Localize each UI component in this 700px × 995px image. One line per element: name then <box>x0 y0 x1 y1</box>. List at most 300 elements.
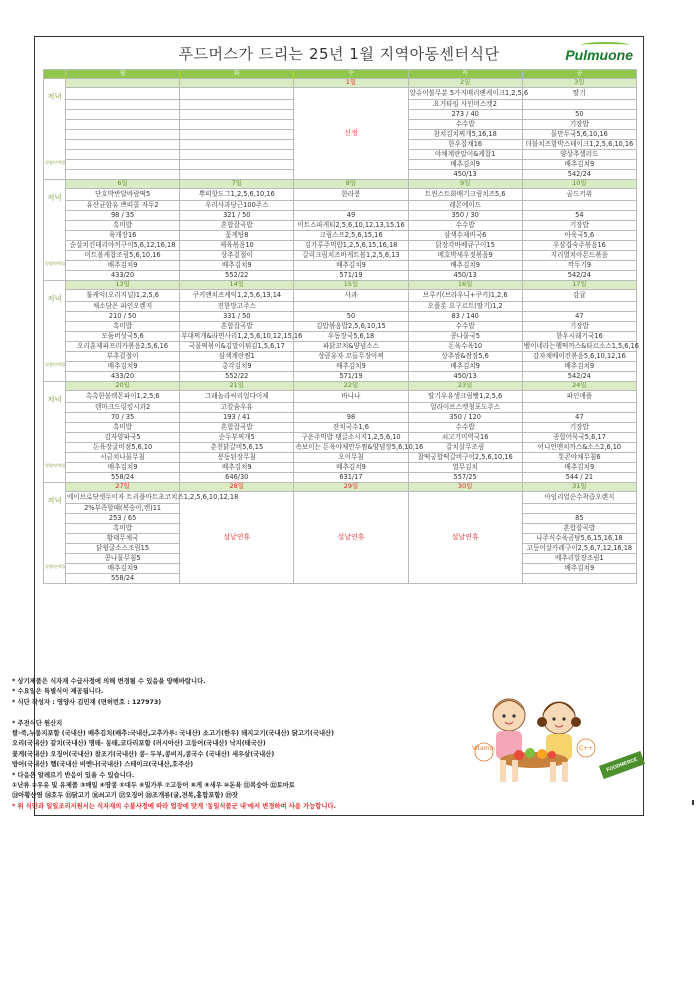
meal-row <box>44 271 637 281</box>
day-fri: 금 <box>522 70 636 79</box>
meal-item: 기장밥 <box>522 322 636 332</box>
snack-item: 요거타임 사인머스캣2 <box>408 100 522 110</box>
note-line: 방어(국내산) 햄(국내산 비엔나(국내산) 스테이크(국내산,호주산) <box>12 761 194 769</box>
meal-item: 상큼유자 꼬들무장아찌 <box>294 352 408 362</box>
meal-item: 열무김치 <box>408 463 522 473</box>
meal-row <box>44 352 637 362</box>
snack-item: 단호박반달바람떡5 <box>66 189 180 201</box>
meal-item <box>180 130 294 140</box>
meal-label-cell <box>44 382 66 483</box>
vitamin-c-label: C++ <box>579 745 594 752</box>
meal-item: 배추김치9 <box>66 463 180 473</box>
note-line: 꽃게(국내산) 오징어(국내산) 참조기(국내산) 콩- 두부,콩비지,콩국수 (국내산) 새우살(국내산) <box>12 750 275 758</box>
meal-item: 황태무채국 <box>66 534 180 544</box>
snack-row <box>44 413 637 423</box>
snack-item: 레몬에이드 <box>408 201 522 211</box>
vitamin-label: Vitamin <box>472 745 495 752</box>
date-cell: 17일 <box>522 281 636 290</box>
meal-item: 파닭꼬치&양념소스 <box>294 342 408 352</box>
meal-item: 양상추샐러드 <box>522 150 636 160</box>
date-cell <box>180 79 294 88</box>
meal-item: 기장밥 <box>522 120 636 130</box>
snack-item: 알슈이볼무분 5가지베리팬케이크1,2,5,6 <box>408 88 522 100</box>
meal-item: 나주식수육곰탕5,6,15,16,18 <box>522 534 636 544</box>
snack-item: 85 <box>522 514 636 524</box>
snack-item <box>522 403 636 413</box>
date-cell: 14일 <box>180 281 294 290</box>
meal-item: 닭장각바베큐구이15 <box>408 241 522 251</box>
meal-item: 558/24 <box>66 473 180 483</box>
meal-row <box>44 251 637 261</box>
snack-row <box>44 201 637 211</box>
meal-row <box>44 221 637 231</box>
meal-item: 아욱국5,6 <box>522 231 636 241</box>
meal-item: 배추김치9 <box>522 362 636 372</box>
meal-item <box>66 160 180 170</box>
meal-item: 크림스프2,5,6,15,16 <box>294 231 408 241</box>
date-row <box>44 483 637 492</box>
snack-item: 덴마크드링킹시과2 <box>66 403 180 413</box>
day-header-row <box>44 70 637 79</box>
note-line: * 상기제품은 식자재 수급사정에 의해 변경될 수 있음을 양해바랍니다. <box>12 678 206 685</box>
snack-item <box>66 110 180 120</box>
snack-item: 한라봉 <box>294 189 408 201</box>
snack-item: 채소담은 파인오렌지 <box>66 302 180 312</box>
meal-item: 혼합잡곡밥 <box>180 423 294 433</box>
meal-row <box>44 372 637 382</box>
meal-item: 찰떡궁합떡갈비구이2,5,6,10,16 <box>408 453 522 463</box>
meal-item: 552/22 <box>180 372 294 382</box>
meal-item: 꽃게탕8 <box>180 231 294 241</box>
snack-row <box>44 211 637 221</box>
meal-item: 기장밥 <box>522 423 636 433</box>
meal-item <box>66 120 180 130</box>
date-cell: 23일 <box>408 382 522 391</box>
page-title: 푸드머스가 드리는 25년 1월 지역아동센터식단 <box>178 45 500 63</box>
meal-item: 배추김치9 <box>294 463 408 473</box>
meal-item: 상추쌈&쌈장5,6 <box>408 352 522 362</box>
snack-item <box>522 302 636 312</box>
snack-item: 유산균함유 쁘띠콜 자두2 <box>66 201 180 211</box>
date-cell: 29일 <box>294 483 408 492</box>
meal-item: 돈육장굴비점5,6,10 <box>66 443 180 453</box>
meal-item: 구운주먹밥 탱글소시지1,2,5,6,10 <box>294 433 408 443</box>
snack-row <box>44 492 637 504</box>
pulmuone-logo: Pulmuone <box>565 47 633 63</box>
meal-item: 배추김치9 <box>522 160 636 170</box>
meal-item: 433/20 <box>66 372 180 382</box>
meal-item: 흑미밥 <box>66 423 180 433</box>
note-line: * 주전식단 원산지 <box>12 719 63 727</box>
meal-item: 배추김치9 <box>408 160 522 170</box>
meal-item: 오리훈제파프리카볶음2,5,6,16 <box>66 342 180 352</box>
snack-item: 54 <box>522 211 636 221</box>
foodmerce-tag: FOODMERCE <box>599 751 645 779</box>
snack-item: 210 / 50 <box>66 312 180 322</box>
snack-item: 파인애플 <box>522 391 636 403</box>
meal-item: 콩나물무침5 <box>66 554 180 564</box>
snack-item: 2%부족할때(복숭아,캔)11 <box>66 504 180 514</box>
date-row <box>44 180 637 189</box>
snack-item: 273 / 40 <box>408 110 522 120</box>
date-cell: 8일 <box>294 180 408 189</box>
meal-item: 544 / 21 <box>522 473 636 483</box>
meal-item: 메추리알장조림1 <box>522 554 636 564</box>
nutrition-label: 열량/단백질 <box>45 361 66 367</box>
meal-item: 오이무침 <box>294 453 408 463</box>
kids-with-vegetables-icon <box>464 680 604 790</box>
note-line: * 위 식단과 일일조리지원서는 식자재의 수불사정에 따라 업장에 맞게 '동일식품군 내'에서 변경하여 사용 가능합니다. <box>12 802 336 810</box>
meal-item: 수수밥 <box>408 423 522 433</box>
meal-item: 삼색수제비국6 <box>408 231 522 241</box>
snack-item: 321 / 50 <box>180 211 294 221</box>
meal-item: 542/24 <box>522 372 636 382</box>
meal-item: 부추겉절이 <box>66 352 180 362</box>
snack-item: 193 / 41 <box>180 413 294 423</box>
label-spacer <box>45 202 64 262</box>
meal-item: 삼색계란찜1 <box>180 352 294 362</box>
meal-item: 쇠고기미역국16 <box>408 433 522 443</box>
meal-item: 수수밥 <box>408 322 522 332</box>
date-cell: 10일 <box>522 180 636 189</box>
meal-row <box>44 261 637 271</box>
nutrition-label: 열량/단백질 <box>45 462 66 468</box>
meal-item: 순살치킨데리야끼구이5,6,12,16,18 <box>66 241 180 251</box>
snack-item: 그래놀라씨리얼다이제 <box>180 391 294 403</box>
meal-item: 배추김치9 <box>294 362 408 372</box>
snack-item: 47 <box>522 312 636 322</box>
snack-item: 딸기우유생크림빵1,2,5,6 <box>408 391 522 403</box>
snack-item <box>180 100 294 110</box>
meal-item <box>180 150 294 160</box>
meal-item: 450/13 <box>408 372 522 382</box>
meal-label-cell <box>44 180 66 281</box>
meal-item: 닭윙굴소스조림15 <box>66 544 180 554</box>
scan-mark <box>692 800 694 805</box>
date-cell: 20일 <box>66 382 180 391</box>
date-cell: 22일 <box>294 382 408 391</box>
day-tue: 화 <box>180 70 294 79</box>
label-spacer <box>45 303 64 363</box>
meal-item: 톳콘야채무침6 <box>522 453 636 463</box>
day-mon: 월 <box>66 70 180 79</box>
meal-item <box>180 140 294 150</box>
meal-item: 미트스파게티2,5,6,10,12,13,15,16 <box>294 221 408 231</box>
meal-item: 수수밥 <box>408 221 522 231</box>
meal-label-cell <box>44 79 66 180</box>
snack-item: 오플롯 요구르트(딸기)1,2 <box>408 302 522 312</box>
meal-item: 지리멸치아몬드볶음 <box>522 251 636 261</box>
date-cell: 24일 <box>522 382 636 391</box>
meal-item: 552/22 <box>180 271 294 281</box>
corner-cell <box>44 70 66 79</box>
snack-item: 쿠키앤치즈케익1,2,5,6,13,14 <box>180 290 294 302</box>
meal-item: 우동장국5,6,18 <box>294 332 408 342</box>
meal-item: 순두부찌개5 <box>180 433 294 443</box>
meal-item: 어니언맨치까스&소스2,6,10 <box>522 443 636 453</box>
date-cell: 7일 <box>180 180 294 189</box>
note-line <box>12 708 442 718</box>
snack-item: 고칼슘우유 <box>180 403 294 413</box>
meal-item: 배추김치9 <box>66 261 180 271</box>
meal-item: 김밥볶음밥2,5,6,10,15 <box>294 322 408 332</box>
snack-item <box>66 100 180 110</box>
meal-item: 혼합잡곡밥 <box>180 322 294 332</box>
meal-item <box>180 160 294 170</box>
meal-item: 돈육수육10 <box>408 342 522 352</box>
snack-item <box>294 201 408 211</box>
snack-item <box>66 88 180 100</box>
meal-item: 흑미밥 <box>66 221 180 231</box>
meal-label: 저녁 <box>47 394 62 404</box>
meal-item <box>66 140 180 150</box>
snack-row <box>44 88 637 100</box>
date-cell: 1일 <box>294 79 408 88</box>
meal-item: 감자양파국5 <box>66 433 180 443</box>
meal-item: 배추김치9 <box>522 564 636 574</box>
snack-item: 49 <box>294 211 408 221</box>
meal-item: 잔치국수1,6 <box>294 423 408 433</box>
meal-item: 깍두기9 <box>522 261 636 271</box>
meal-item <box>66 150 180 160</box>
label-spacer <box>45 404 64 464</box>
meal-item: 542/24 <box>522 170 636 180</box>
meal-item: 542/24 <box>522 271 636 281</box>
date-cell: 21일 <box>180 382 294 391</box>
date-row <box>44 79 637 88</box>
meal-item: 571/19 <box>294 372 408 382</box>
meal-row <box>44 342 637 352</box>
nutrition-label: 열량/단백질 <box>45 260 66 266</box>
snack-item: 50 <box>294 312 408 322</box>
snack-row <box>44 290 637 302</box>
meal-item: 배추김치9 <box>408 362 522 372</box>
meal-row <box>44 362 637 372</box>
meal-item: 433/20 <box>66 271 180 281</box>
date-cell: 27일 <box>66 483 180 492</box>
meal-item <box>66 130 180 140</box>
meal-item: 물만두국5,6,10,16 <box>522 130 636 140</box>
meal-item: 수수밥 <box>408 120 522 130</box>
meal-item: 제육볶음10 <box>180 241 294 251</box>
snack-item: 뿌띠핫도그1,2,5,6,10,16 <box>180 189 294 201</box>
label-spacer <box>45 101 64 161</box>
meal-item: 571/19 <box>294 271 408 281</box>
nutrition-label: 열량/단백질 <box>45 563 66 569</box>
meal-item: 한우시래기국16 <box>522 332 636 342</box>
menu-table <box>43 69 637 584</box>
meal-item: 혼합잡곡밥 <box>522 524 636 534</box>
snack-item <box>294 403 408 413</box>
meal-row <box>44 473 637 483</box>
snack-item: 브루키(브라우니+쿠키)1,2,6 <box>408 290 522 302</box>
meal-item <box>522 574 636 584</box>
meal-item: 450/13 <box>408 271 522 281</box>
meal-row <box>44 443 637 453</box>
meal-label: 저녁 <box>47 293 62 303</box>
meal-item: 속보이는 돈육야채만두찜&양념장5,6,10,16 <box>295 442 424 451</box>
snack-row <box>44 403 637 413</box>
meal-item: 갈치살무조림 <box>408 443 522 453</box>
snack-item: 98 <box>294 413 408 423</box>
meal-item: 콩나물국5 <box>408 332 522 342</box>
snack-item: 트윈스트화배기크림치즈5,6 <box>408 189 522 201</box>
meal-item: 557/25 <box>408 473 522 483</box>
date-cell: 28일 <box>180 483 294 492</box>
meal-item: 기장밥 <box>522 221 636 231</box>
note-line: * 식단 작성자 : 영양사 김민재 (면허번호 : 127973) <box>12 698 162 706</box>
date-row <box>44 281 637 290</box>
meal-item: 모둠버섯국5,6 <box>66 332 180 342</box>
snack-item <box>522 201 636 211</box>
snack-item <box>294 302 408 312</box>
nutrition-label: 열량/단백질 <box>45 159 66 165</box>
meal-item: 육개장16 <box>66 231 180 241</box>
meal-item <box>66 170 180 180</box>
snack-item: 사과 <box>294 290 408 302</box>
snack-row <box>44 189 637 201</box>
snack-item <box>180 110 294 120</box>
meal-item: 종합어묵국5,6,17 <box>522 433 636 443</box>
note-line: 쌀-죽,누룽지포함 (국내산) 배추김치(배추:국내산,고추가루: 국내산) 소고기(한우) 돼지고기(국내산) 닭고기(국내산) <box>12 730 335 738</box>
snack-row <box>44 391 637 403</box>
snack-item: 골드키위 <box>522 189 636 201</box>
note-line: * 다음은 알레르기 반응이 있을 수 있습니다. <box>12 771 135 779</box>
meal-item: 시금치나물무침 <box>66 453 180 463</box>
snack-item: 에이브로닷셋두이자 트리플마트초코치즈1,2,5,6,10,12,18 <box>66 492 180 504</box>
meal-item: 흑미밥 <box>66 322 180 332</box>
meal-item: 김가루주먹밥1,2,5,6,15,16,18 <box>294 241 408 251</box>
meal-item: 감자채베이컨볶음5,6,10,12,16 <box>522 352 636 362</box>
meal-item: 배추김치9 <box>66 362 180 372</box>
meal-item: 총각김치9 <box>180 362 294 372</box>
meal-item: 벨이네라는햄떡까스&타르소스1,5,6,16 <box>523 341 639 350</box>
date-cell: 30일 <box>408 483 522 492</box>
date-cell: 31일 <box>522 483 636 492</box>
meal-item: 국물떡볶이&김말이튀김1,5,6,17 <box>180 342 294 352</box>
date-row <box>44 382 637 391</box>
meal-item: 메호박새우젓볶음9 <box>408 251 522 261</box>
meal-item: 야채계란말이&케찹1 <box>408 150 522 160</box>
meal-item: 갈릭크림치즈바게트볼1,2,5,6,13 <box>294 251 408 261</box>
snack-item <box>180 88 294 100</box>
meal-item: 더블치즈함박스테이크1,2,5,6,10,16 <box>522 140 636 150</box>
date-cell: 3일 <box>522 79 636 88</box>
meal-row <box>44 423 637 433</box>
snack-item: 47 <box>522 413 636 423</box>
day-wed: 수 <box>294 70 408 79</box>
day-thu: 목 <box>408 70 522 79</box>
date-cell: 16일 <box>408 281 522 290</box>
meal-row <box>44 231 637 241</box>
snack-item: 촉촉한블랙몬파이1,2,5,6 <box>66 391 180 403</box>
meal-item: 558/24 <box>66 574 180 584</box>
snack-item: 98 / 35 <box>66 211 180 221</box>
holiday-cell: 설날연휴 <box>180 492 294 584</box>
date-cell: 15일 <box>294 281 408 290</box>
snack-row <box>44 312 637 322</box>
snack-item: 50 <box>522 110 636 120</box>
meal-item: 배추김치9 <box>408 261 522 271</box>
snack-item: 아임리얼순수착즙오렌지 <box>522 492 636 504</box>
label-spacer <box>45 505 64 565</box>
meal-label: 저녁 <box>47 495 62 505</box>
snack-row <box>44 302 637 312</box>
snack-item: 딸기 <box>522 88 636 100</box>
meal-item: 배추김치9 <box>294 261 408 271</box>
meal-item: 배추김치9 <box>180 463 294 473</box>
meal-label: 저녁 <box>47 192 62 202</box>
snack-item: 바나나 <box>294 391 408 403</box>
meal-row <box>44 463 637 473</box>
snack-item: 253 / 65 <box>66 514 180 524</box>
meal-item: 450/13 <box>408 170 522 180</box>
snack-item: 감귤 <box>522 290 636 302</box>
meal-item: 우삼겹숙주볶음16 <box>522 241 636 251</box>
date-cell: 9일 <box>408 180 522 189</box>
meal-item: 한우잡채16 <box>408 140 522 150</box>
date-cell: 13일 <box>66 281 180 290</box>
meal-row <box>44 241 637 251</box>
holiday-cell: 설날연휴 <box>408 492 522 584</box>
meal-label: 저녁 <box>47 91 62 101</box>
note-line: ⑬아황산염 ⑭호두 ⑮닭고기 ⑯쇠고기 ⑰오징어 ⑱조개류(굴,전복,홍합포함) ⑲잣 <box>12 792 238 800</box>
notes-section <box>12 677 442 812</box>
holiday-cell: 신정 <box>294 88 408 180</box>
meal-item: 상추겉절이 <box>180 251 294 261</box>
meal-item: 혼합잡곡밥 <box>180 221 294 231</box>
meal-item: 고등어살카레구이2,5,6,7,12,16,18 <box>522 544 636 554</box>
snack-item: 350 / 120 <box>408 413 522 423</box>
meal-item: 631/17 <box>294 473 408 483</box>
date-cell: 2일 <box>408 79 522 88</box>
snack-item <box>522 100 636 110</box>
meal-item: 봉동된장무침 <box>180 453 294 463</box>
holiday-cell: 설날연휴 <box>294 492 408 584</box>
meal-label-cell <box>44 281 66 382</box>
note-line: ①난류 ②우유 및 유제품 ③메밀 ④땅콩 ⑤대두 ⑥밀가루 ⑦고등어 ⑧게 ⑨새우 ⑩돈육 ⑪복숭아 ⑫토마토 <box>12 782 295 790</box>
snack-item <box>522 504 636 514</box>
meal-item: 미트볼케찹조림5,6,10,16 <box>66 251 180 261</box>
note-line: * 수요일은 특별식이 제공됩니다. <box>12 688 104 696</box>
meal-item: 배추김치9 <box>180 261 294 271</box>
meal-row <box>44 453 637 463</box>
meal-item <box>180 170 294 180</box>
snack-item: 83 / 140 <box>408 312 522 322</box>
meal-item <box>180 120 294 130</box>
meal-row <box>44 332 637 342</box>
snack-item: 350 / 30 <box>408 211 522 221</box>
meal-item: 부대찌개&라면사리1,2,5,6,10,12,15,16 <box>181 331 303 340</box>
note-line: 오리(국내산) 갈치(국내산) 명태- 동태,코다리포함 (러시아산) 고등어(국내산) 낙지(태국산) <box>12 740 266 748</box>
meal-item: 춘천닭갈비5,6,15 <box>180 443 294 453</box>
snack-item: 얼라이브스캣청포도주스 <box>408 403 522 413</box>
header <box>35 37 643 67</box>
meal-item: 참치김치찌개5,16,18 <box>408 130 522 140</box>
meal-item: 646/30 <box>180 473 294 483</box>
meal-label-cell <box>44 483 66 584</box>
snack-item: 331 / 50 <box>180 312 294 322</box>
meal-item: 배추김치9 <box>66 564 180 574</box>
date-cell <box>66 79 180 88</box>
meal-item: 흑미밥 <box>66 524 180 534</box>
snack-item: 진한망고주스 <box>180 302 294 312</box>
meal-row <box>44 322 637 332</box>
snack-item: 툴케익(오리지널)1,2,5,6 <box>66 290 180 302</box>
snack-item: 70 / 35 <box>66 413 180 423</box>
meal-item: 배추김치9 <box>522 463 636 473</box>
snack-item: 우리사과당근100주스 <box>180 201 294 211</box>
